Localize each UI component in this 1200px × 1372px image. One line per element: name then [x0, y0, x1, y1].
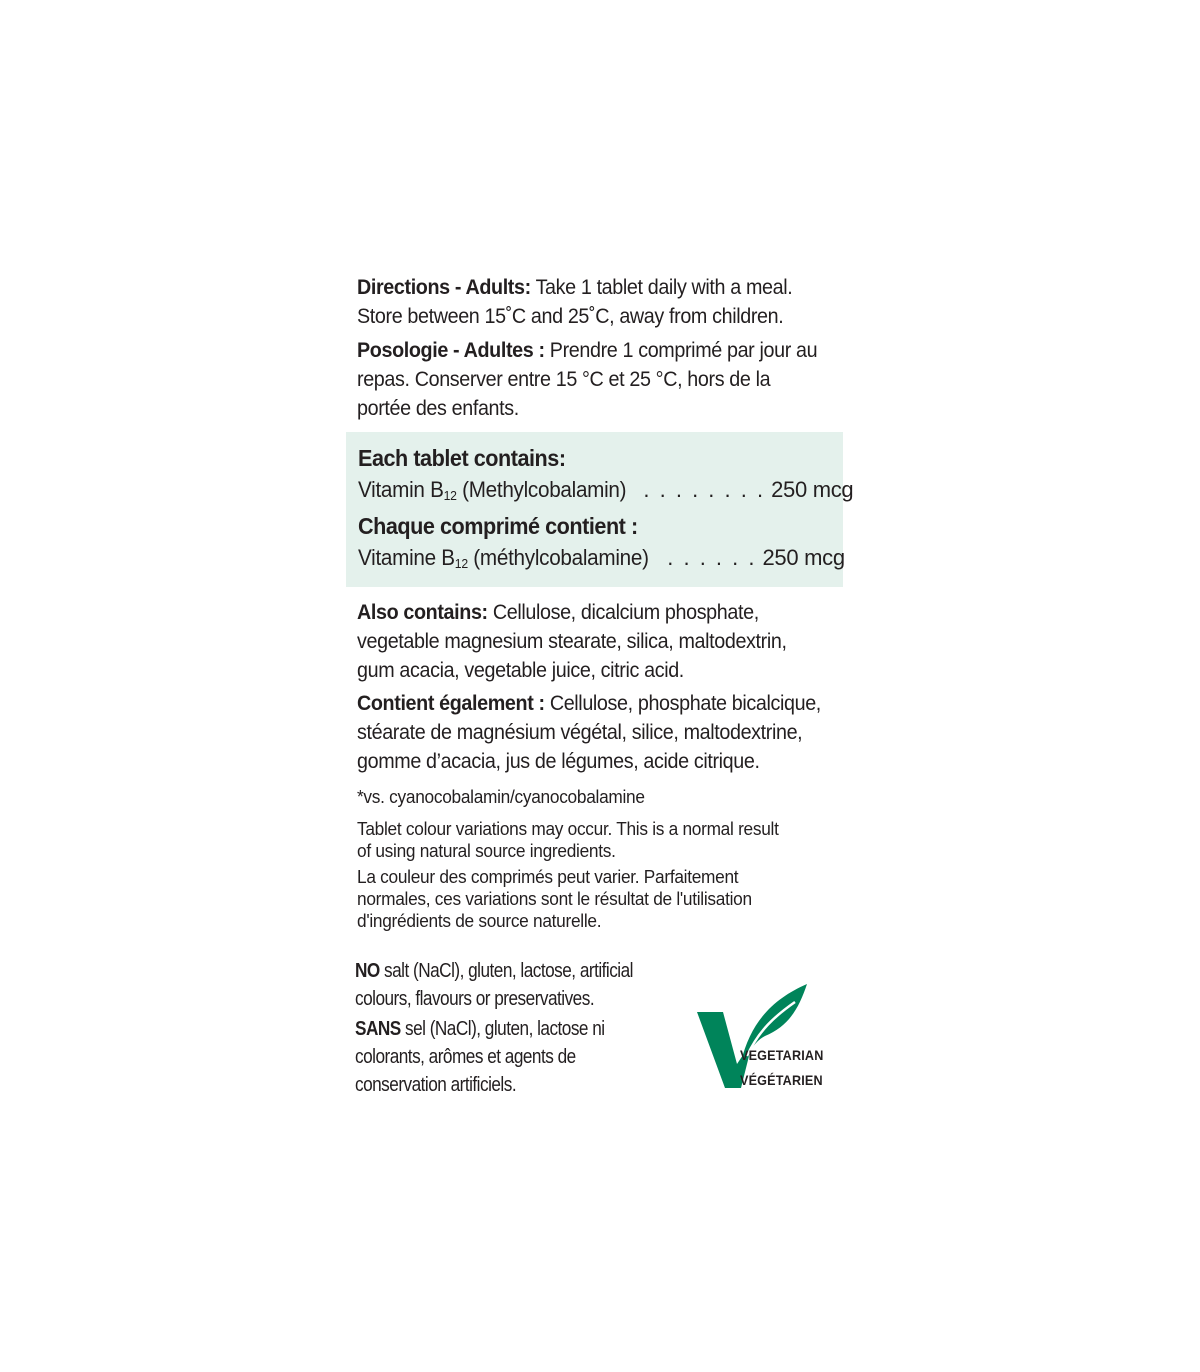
vegetarian-label-en: VEGETARIAN — [740, 1047, 824, 1063]
also-contains-fr-label: Contient également : — [357, 692, 545, 715]
directions-en-label: Directions - Adults: — [357, 276, 531, 299]
free-from-en: NO salt (NaCl), gluten, lactose, artificial colours, flavours or preservatives. — [355, 960, 633, 1010]
colour-note-en: Tablet colour variations may occur. This is a normal result of using natural source ingredients. — [357, 819, 779, 861]
directions-fr-label: Posologie - Adultes : — [357, 339, 545, 362]
leader-dots: . . . . . . . . — [643, 477, 766, 502]
vegetarian-label-fr: VÉGÉTARIEN — [740, 1072, 823, 1088]
amount-fr: 250 mcg — [762, 545, 845, 570]
also-contains-fr: Contient également : Cellulose, phosphate bicalcique, stéarate de magnésium végétal, silice, maltodextrine, gomme d’acacia, jus de légumes, acide citrique. — [357, 692, 821, 773]
leader-dots: . . . . . . — [667, 545, 757, 570]
ingredient-row-fr: Vitamine $B_{12}$ (méthylcobalamine) . . . . . . 250 mcg — [358, 545, 845, 571]
free-from-fr-label: SANS — [355, 1018, 401, 1040]
directions-fr: Posologie - Adultes : Prendre 1 comprimé par jour au repas. Conserver entre 15 °C et 25 °C, hors de la portée des enfants. — [357, 339, 818, 420]
contents-title-en: Each tablet contains: — [358, 445, 566, 471]
free-from-fr: SANS sel (NaCl), gluten, lactose ni colorants, arômes et agents de conservation artificiels. — [355, 1018, 605, 1096]
also-contains-en-label: Also contains: — [357, 601, 488, 624]
contents-title-fr: Chaque comprimé contient : — [358, 513, 638, 539]
free-from-en-label: NO — [355, 960, 380, 982]
footnote: *vs. cyanocobalamin/cyanocobalamine — [357, 787, 645, 807]
amount-en: 250 mcg — [771, 477, 854, 502]
also-contains-en: Also contains: Cellulose, dicalcium phosphate, vegetable magnesium stearate, silica, maltodextrin, gum acacia, vegetable juice, citric acid. — [357, 601, 787, 682]
ingredient-row-en: Vitamin $B_{12}$ (Methylcobalamin) . . . . . . . . 250 mcg — [358, 477, 854, 503]
directions-en: Directions - Adults: Take 1 tablet daily with a meal. Store between 15˚C and 25˚C, away from children. — [357, 276, 793, 328]
colour-note-fr: La couleur des comprimés peut varier. Parfaitement normales, ces variations sont le résultat de l'utilisation d'ingrédients de source naturelle. — [357, 867, 752, 931]
